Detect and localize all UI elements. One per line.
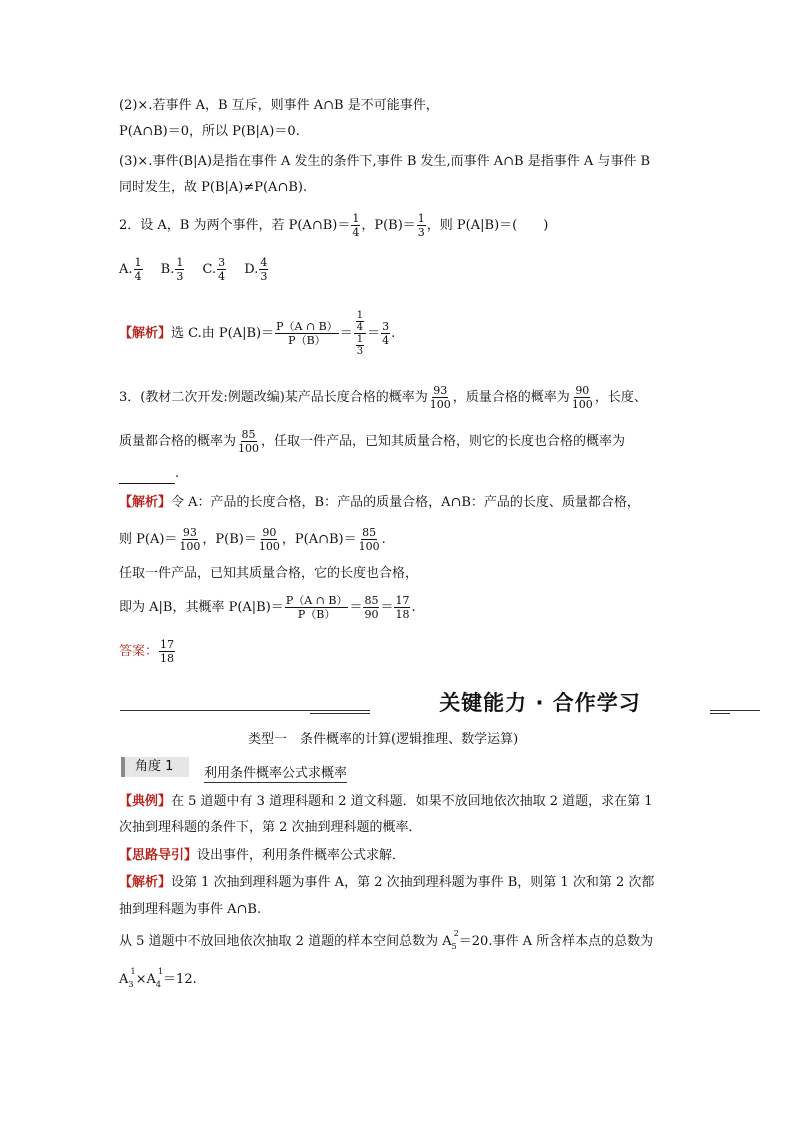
fraction: $\frac{1}{3}$	[417, 212, 425, 239]
answer-blank	[119, 469, 175, 484]
question-3-solution-line2: 则 P(A)＝ $\frac{93}{100}$ ，P(B)＝ $\frac{90}{100}$ ，P(A∩B)＝ $\frac{85}{100}$ .	[119, 526, 386, 553]
type-heading: 类型一 条件概率的计算(逻辑推理、数学运算)	[248, 732, 519, 747]
question-3-solution-line1: 【解析】令 A：产品的长度合格，B：产品的质量合格，A∩B：产品的长度、质量都合格，	[119, 495, 640, 510]
angle-badge: 角度 1	[121, 757, 189, 777]
answer-label: 答案：	[119, 644, 159, 659]
section-title: 关键能力 · 合作学习	[370, 688, 710, 718]
question-2-options	[119, 256, 269, 283]
example-solution-line3: 从 5 道题中不放回地依次抽取 2 道题的样本空间总数为 $A_5^2=20$.事件 A 所含样本点的总数为	[119, 929, 654, 951]
example-solution-line2: 抽到理科题为事件 A∩B.	[119, 902, 262, 917]
analysis-tag: 【解析】	[119, 875, 172, 890]
example-solution-line1: 【解析】设第 1 次抽到理科题为事件 A，第 2 次抽到理科题为事件 B，则第 1 次和第 2 次都	[119, 875, 655, 890]
question-3-stem-line2: 质量都合格的概率为 $\frac{85}{100}$ ，任取一件产品，已知其质量合格，则它的长度也合格的概率为	[119, 428, 626, 455]
question-3-answer: 答案： $\frac{17}{18}$	[119, 638, 175, 665]
option-d: D. $\frac{4}{3}$	[244, 256, 268, 283]
solution-line: 同时发生，故 P(B|A)≠P(A∩B).	[119, 180, 308, 195]
solution-line: P(A∩B)＝0，所以 P(B|A)＝0.	[119, 124, 300, 139]
example-tag: 【典例】	[119, 794, 172, 809]
example-solution-line4: $A_3^1\times A_4^1=12$.	[119, 967, 197, 989]
analysis-tag: 【解析】	[119, 326, 172, 341]
question-2-stem: 2．设 A，B 为两个事件，若 P(A∩B)＝ $\frac{1}{4}$ ，P(B)＝ $\frac{1}{3}$ ，则 P(A|B)＝( )	[119, 212, 549, 239]
option-b: B. $\frac{1}{3}$	[160, 256, 184, 283]
question-2-solution: 【解析】选 C.由 P(A|B)＝ $\frac{P(A \cap B)}{P(B)}$ ＝ $\frac{\frac{1}{4}}{\frac{1}{3}}$ ＝ $\frac{3}{4}$ .	[119, 310, 396, 357]
option-a: A. $\frac{1}{4}$	[119, 256, 142, 283]
guide-tag: 【思路导引】	[119, 848, 198, 863]
guide-line: 【思路导引】设出事件，利用条件概率公式求解．	[119, 848, 406, 863]
answer-blank-line: .	[119, 464, 179, 484]
question-3-stem-line1: 3．(教材二次开发:例题改编)某产品长度合格的概率为 $\frac{93}{100}$ ，质量合格的概率为 $\frac{90}{100}$ ，长度、	[119, 384, 647, 411]
solution-line: (3)×.事件(B|A)是指在事件 A 发生的条件下,事件 B 发生,而事件 A∩B 是指事件 A 与事件 B	[119, 154, 651, 169]
example-line1: 【典例】在 5 道题中有 3 道理科题和 2 道文科题．如果不放回地依次抽取 2 道题，求在第 1	[119, 794, 653, 809]
option-c: C. $\frac{3}{4}$	[202, 256, 226, 283]
fraction: $\frac{1}{4}$	[352, 212, 360, 239]
question-3-solution-line4: 即为 A|B，其概率 P(A|B)＝ $\frac{P(A \cap B)}{P(B)}$ ＝ $\frac{85}{90}$ ＝ $\frac{17}{18}$ .	[119, 594, 416, 621]
analysis-tag: 【解析】	[119, 495, 172, 510]
solution-line: (2)×.若事件 A，B 互斥，则事件 A∩B 是不可能事件，	[119, 98, 439, 113]
angle-title: 利用条件概率公式求概率	[204, 762, 347, 783]
question-3-solution-line3: 任取一件产品，已知其质量合格，它的长度也合格，	[119, 566, 419, 581]
section-header	[120, 688, 760, 724]
example-line2: 次抽到理科题的条件下，第 2 次抽到理科题的概率．	[119, 820, 422, 835]
